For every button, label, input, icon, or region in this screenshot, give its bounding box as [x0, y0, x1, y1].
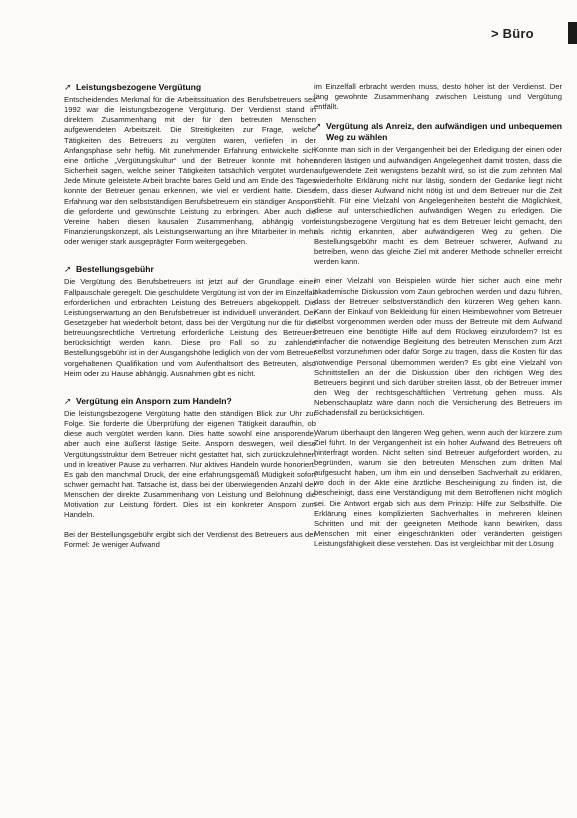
paragraph: Die leistungsbezogene Vergütung hatte den ständigen Blick zur Uhr zur Folge. Sie forderte die Überprüfung der eigenen Tätigkeit daraufhin, ob diese auch vergütet werden kann. Dies hatte sowohl eine ansporende, aber auch eine äußerst lästige Seite. Ansporn deswegen, weil diese Vergütungsstruktur dem Betreuer nicht gestattet hat, sich zurückzulehnen und in kreativer Pause zu verharren. Nur aktives Handeln wurde honoriert. Es gab den manchmal Druck, der eine erfahrungsgemäß Müdigkeit sofort schwer gemacht hat. Tatsache ist, dass bei der überwiegenden Anzahl der Menschen der direkte Zusammenhang von Leistung und Belohnung die Motivation zur Leistung fördert. Dies ist ein konkreter Ansporn zum Handeln. — [64, 408, 316, 520]
section-verguetung-anreiz — [314, 121, 562, 549]
bullet-arrow-icon: ➚ — [314, 121, 322, 132]
bullet-arrow-icon: ➚ — [64, 264, 72, 275]
left-column — [64, 82, 316, 559]
section-tab — [491, 22, 577, 44]
section-leistungsbezogene-verguetung — [64, 82, 316, 247]
section-heading-text: Leistungsbezogene Vergütung — [76, 82, 202, 92]
paragraph: Die Vergütung des Berufsbetreuers ist jetzt auf der Grundlage einer Fallpauschale geregelt. Die geschuldete Vergütung ist von der im Einzelfall erforderlichen und erbrachten Leistung des Betreuers abgekoppelt. Die Leistungserwartung an den Berufsbetreuer ist individuell unverändert. Der Gesetzgeber hat wiederholt betont, dass bei der Vergütung nur die für die betreuungsrechtliche Vertretung erforderliche Leistung des Betreuers berücksichtigt werden kann. Diese pro Fall so zu zahlende Bestellungsgebühr ist in der Ausgangshöhe lediglich von der vom Betreuer vorgehaltenen Qualifikation und vom Aufenthaltsort des Betreuten, also Heim oder zu Hause abhängig. Ausnahmen gibt es nicht. — [64, 277, 316, 378]
section-heading-text: Vergütung ein Ansporn zum Handeln? — [76, 395, 232, 406]
lead-paragraph: im Einzelfall erbracht werden muss, desto höher ist der Verdienst. Der lang gewohnte Zusammenhang zwischen Leistung und Vergütung entfällt. — [314, 82, 562, 112]
paragraph: Warum überhaupt den längeren Weg gehen, wenn auch der kürzere zum Ziel führt. In der Vergangenheit ist ein hoher Aufwand des Betreuers oft hinterfragt worden. Nicht selten sind Betreuer aufgefordert worden, zu begründen, warum sie den betreuten Menschen zum dritten Mal aufgesucht haben, um ihm ein und denselben Sachverhalt zu erklären, wo doch in der Akte eine ärztliche Bescheinigung zu finden ist, die bescheinigt, dass eine Verständigung mit dem Betroffenen nicht möglich sei. Die Antwort ergab sich aus dem Prinzip: Hilfe zur Selbsthilfe. Die Erklärung eines komplizierten Sachverhaltes in mehreren kleinen Schritten und mit der geeigneten Methode kann bewirken, dass Menschen mit einer eingeschränkten oder veränderten geistigen Leistungsfähigkeit diese verstehen. Das ist vergleichbar mit der Lösung — [314, 427, 562, 549]
section-bestellungsgebuehr — [64, 264, 316, 379]
paragraph: Entscheidendes Merkmal für die Arbeitssituation des Berufsbetreuers seit 1992 war die leistungsbezogene Vergütung. Der Verdienst stand in direktem Zusammenhang mit der für den betreuten Menschen aufgewendeten Arbeitszeit. Die Streitigkeiten zur Frage, welche Tätigkeiten des Betreuers zu vergüten waren, verliefen in der Anfangsphase sehr heftig. Mit zunehmender Erfahrung entwickelte sich eine örtliche „Vergütungskultur“ und der Betreuer konnte mit hoher Sicherheit sagen, welche seiner Tätigkeiten tatsächlich vergütet wurden. Jede Minute geleistete Arbeit brachte bares Geld und am Ende des Tages konnte der Betreuer genau erkennen, wie viel er verdient hatte. Diese Erfahrung war den selbstständigen Berufsbetreuern ein ständiger Ansporn die geforderte und gewünschte Leistung zu erbringen. Aber auch die Vereine haben diesen kausalen Zusammenhang, abhängig vom Finanzierungskonzept, als Leistungserwartung an ihre Mitarbeiter in mehr oder weniger stark ausgeprägter Form weitergegeben. — [64, 95, 316, 247]
paragraph: In einer Vielzahl von Beispielen würde hier sicher auch eine mehr akademische Diskussion vom Zaun gebrochen werden und dazu führen, dass der Betreuer selbstverständlich den kürzeren Weg gehen kann. Kann der Einkauf von Bekleidung für einen Heimbewohner vom Betreuer selbst vorgenommen werden oder muss der Betreute mit dem Aufwand betreuen eine benötigte Hilfe auf dem Rückweg einzufordern? Ist es einfacher die notwendige Begleitung des betreuten Menschen zum Arzt selbst vorzunehmen oder dafür Sorge zu tragen, dass die Kosten für das notwendige Personal übernommen werden? Es gibt eine Vielzahl von Schnittstellen an der die Diskussion über den richtigen Weg des Betreuers beginnt und sich darüber streiten lässt, ob der Betreuer immer den Weg der rechtsgeschäftlichen Vertretung gehen muss. Als Nebenschauplatz wäre dann noch die Versicherung des Betreuers im Schadensfall zu berücksichtigen. — [314, 276, 562, 418]
paragraph: Bei der Bestellungsgebühr ergibt sich der Verdienst des Betreuers aus der Formel: Je weniger Aufwand — [64, 529, 316, 549]
section-verguetung-ansporn — [64, 396, 316, 550]
section-heading — [64, 264, 316, 275]
section-heading-text: Bestellungsgebühr — [76, 264, 154, 275]
section-heading — [314, 121, 562, 143]
section-tab-marker — [568, 22, 577, 44]
paragraph: Konnte man sich in der Vergangenheit bei der Erledigung der einen oder anderen lästigen und aufwändigen Angelegenheit damit trösten, dass die aufgewendete Zeit wenigstens bezahlt wird, so ist die zum zehnten Mal wiederholte Erklärung nicht nur lästig, sondern der Gedanke liegt nicht fern, dass dieser Aufwand nicht nötig ist und dem Betreuer nur die Zeit stiehlt. Für eine Vielzahl von Angelegenheiten besteht die Möglichkeit, diese auf unterschiedlichen aufwändigen Wegen zu erledigen. Die leistungsbezogene Vergütung hat es dem Betreuer leicht gemacht, den als richtig erkannten, aber aufwändigeren Weg zu gehen. Die Bestellungsgebühr macht es dem Betreuer schwerer, Aufwand zu betreiben, wenn das gleiche Ziel mit anderer Methode schneller erreicht werden kann. — [314, 145, 562, 267]
bullet-arrow-icon: ➚ — [64, 82, 72, 92]
section-heading — [64, 82, 316, 93]
right-column — [314, 82, 562, 558]
section-tab-label: > Büro — [491, 25, 534, 41]
section-heading-text: Vergütung als Anreiz, den aufwändigen und unbequemen Weg zu wählen — [326, 121, 562, 143]
section-heading — [64, 396, 316, 407]
bullet-arrow-icon: ➚ — [64, 395, 72, 406]
